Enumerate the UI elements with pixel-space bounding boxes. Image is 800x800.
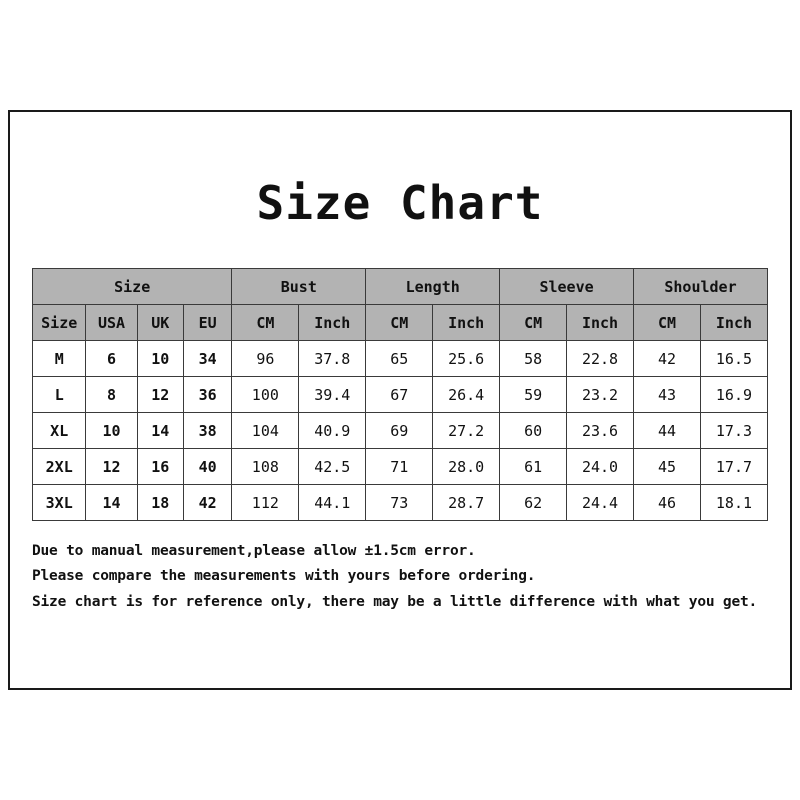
- cell-size: M: [33, 341, 86, 377]
- cell-sleeve-inch: 23.6: [567, 413, 634, 449]
- cell-shoulder-cm: 42: [634, 341, 701, 377]
- table-row: [33, 485, 768, 521]
- column-header-uk: UK: [137, 305, 183, 341]
- size-chart-card: [8, 110, 792, 690]
- cell-sleeve-cm: 60: [500, 413, 567, 449]
- cell-eu: 38: [183, 413, 231, 449]
- table-column-header-row: [33, 305, 768, 341]
- column-header-bust-inch: Inch: [299, 305, 366, 341]
- size-table-wrapper: [32, 268, 768, 521]
- cell-size: 2XL: [33, 449, 86, 485]
- group-header-bust: Bust: [232, 269, 366, 305]
- cell-bust-cm: 100: [232, 377, 299, 413]
- cell-sleeve-cm: 58: [500, 341, 567, 377]
- cell-shoulder-cm: 43: [634, 377, 701, 413]
- table-group-header-row: [33, 269, 768, 305]
- cell-length-cm: 69: [366, 413, 433, 449]
- cell-size: 3XL: [33, 485, 86, 521]
- cell-shoulder-inch: 17.7: [700, 449, 767, 485]
- cell-size: XL: [33, 413, 86, 449]
- cell-length-cm: 71: [366, 449, 433, 485]
- cell-sleeve-cm: 61: [500, 449, 567, 485]
- column-header-eu: EU: [183, 305, 231, 341]
- column-header-shoulder-cm: CM: [634, 305, 701, 341]
- cell-length-inch: 28.7: [433, 485, 500, 521]
- cell-bust-cm: 96: [232, 341, 299, 377]
- column-header-length-cm: CM: [366, 305, 433, 341]
- page-title: Size Chart: [256, 176, 544, 230]
- note-line-1: Due to manual measurement,please allow ±1.5cm error.: [32, 543, 476, 559]
- cell-usa: 8: [86, 377, 137, 413]
- group-header-shoulder: Shoulder: [634, 269, 768, 305]
- cell-sleeve-inch: 23.2: [567, 377, 634, 413]
- cell-uk: 12: [137, 377, 183, 413]
- cell-shoulder-inch: 17.3: [700, 413, 767, 449]
- cell-bust-inch: 44.1: [299, 485, 366, 521]
- cell-bust-inch: 40.9: [299, 413, 366, 449]
- cell-sleeve-cm: 59: [500, 377, 567, 413]
- table-row: [33, 413, 768, 449]
- cell-uk: 16: [137, 449, 183, 485]
- cell-length-cm: 65: [366, 341, 433, 377]
- cell-uk: 18: [137, 485, 183, 521]
- cell-bust-inch: 39.4: [299, 377, 366, 413]
- cell-shoulder-cm: 46: [634, 485, 701, 521]
- cell-usa: 12: [86, 449, 137, 485]
- cell-eu: 42: [183, 485, 231, 521]
- table-row: [33, 449, 768, 485]
- column-header-sleeve-cm: CM: [500, 305, 567, 341]
- column-header-usa: USA: [86, 305, 137, 341]
- column-header-length-inch: Inch: [433, 305, 500, 341]
- cell-shoulder-cm: 44: [634, 413, 701, 449]
- disclaimer-notes: [32, 539, 768, 615]
- cell-bust-cm: 108: [232, 449, 299, 485]
- column-header-size: Size: [33, 305, 86, 341]
- cell-sleeve-inch: 24.0: [567, 449, 634, 485]
- column-header-bust-cm: CM: [232, 305, 299, 341]
- cell-eu: 34: [183, 341, 231, 377]
- cell-sleeve-cm: 62: [500, 485, 567, 521]
- table-row: [33, 377, 768, 413]
- cell-usa: 6: [86, 341, 137, 377]
- cell-shoulder-inch: 18.1: [700, 485, 767, 521]
- cell-length-inch: 25.6: [433, 341, 500, 377]
- column-header-shoulder-inch: Inch: [700, 305, 767, 341]
- cell-length-cm: 73: [366, 485, 433, 521]
- cell-size: L: [33, 377, 86, 413]
- note-line-3: Size chart is for reference only, there may be a little difference with what you get.: [32, 593, 758, 610]
- cell-shoulder-inch: 16.5: [700, 341, 767, 377]
- cell-usa: 10: [86, 413, 137, 449]
- note-line-2: Please compare the measurements with yours before ordering.: [32, 568, 536, 585]
- cell-shoulder-inch: 16.9: [700, 377, 767, 413]
- group-header-length: Length: [366, 269, 500, 305]
- cell-bust-inch: 42.5: [299, 449, 366, 485]
- cell-length-inch: 28.0: [433, 449, 500, 485]
- cell-sleeve-inch: 22.8: [567, 341, 634, 377]
- cell-bust-cm: 112: [232, 485, 299, 521]
- group-header-sleeve: Sleeve: [500, 269, 634, 305]
- cell-eu: 40: [183, 449, 231, 485]
- cell-bust-cm: 104: [232, 413, 299, 449]
- cell-length-inch: 27.2: [433, 413, 500, 449]
- size-table: [32, 268, 768, 521]
- column-header-sleeve-inch: Inch: [567, 305, 634, 341]
- group-header-size: Size: [33, 269, 232, 305]
- cell-uk: 10: [137, 341, 183, 377]
- cell-length-cm: 67: [366, 377, 433, 413]
- cell-eu: 36: [183, 377, 231, 413]
- cell-shoulder-cm: 45: [634, 449, 701, 485]
- cell-uk: 14: [137, 413, 183, 449]
- table-row: [33, 341, 768, 377]
- cell-length-inch: 26.4: [433, 377, 500, 413]
- cell-sleeve-inch: 24.4: [567, 485, 634, 521]
- cell-bust-inch: 37.8: [299, 341, 366, 377]
- cell-usa: 14: [86, 485, 137, 521]
